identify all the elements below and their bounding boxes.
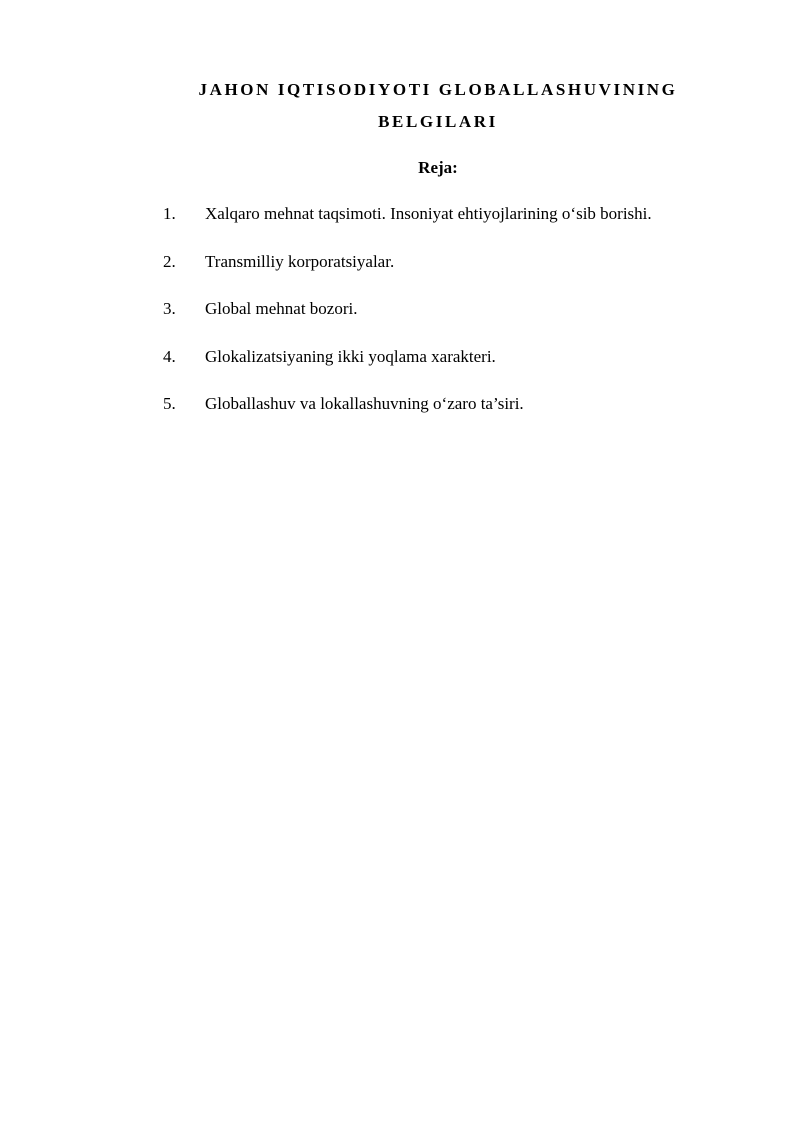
plan-item-text: Transmilliy korporatsiyalar. [205, 251, 395, 271]
plan-item-text: Xalqaro mehnat taqsimoti. Insoniyat ehtiyojlarining o‘sib borishi. [205, 204, 652, 223]
plan-item [163, 297, 763, 321]
plan-item-number: 2. [163, 251, 176, 271]
plan-heading: Reja: [418, 158, 458, 177]
title-line-1: JAHON IQTISODIYOTI GLOBALLASHUVINING [198, 80, 678, 99]
plan-item [163, 202, 763, 226]
title-line-2: BELGILARI [378, 112, 498, 131]
plan-item-number: 4. [163, 346, 176, 366]
plan-item-number: 1. [163, 204, 176, 223]
plan-item-text: Glokalizatsiyaning ikki yoqlama xarakteri. [205, 346, 496, 366]
plan-item [163, 392, 763, 416]
plan-item [163, 250, 763, 274]
plan-item [163, 345, 763, 369]
document-title [140, 74, 736, 138]
plan-item-number: 5. [163, 394, 176, 413]
plan-list [163, 202, 763, 440]
plan-item-text: Globallashuv va lokallashuvning o‘zaro ta’siri. [205, 394, 524, 413]
plan-item-text: Global mehnat bozori. [205, 299, 358, 318]
plan-item-number: 3. [163, 299, 176, 318]
